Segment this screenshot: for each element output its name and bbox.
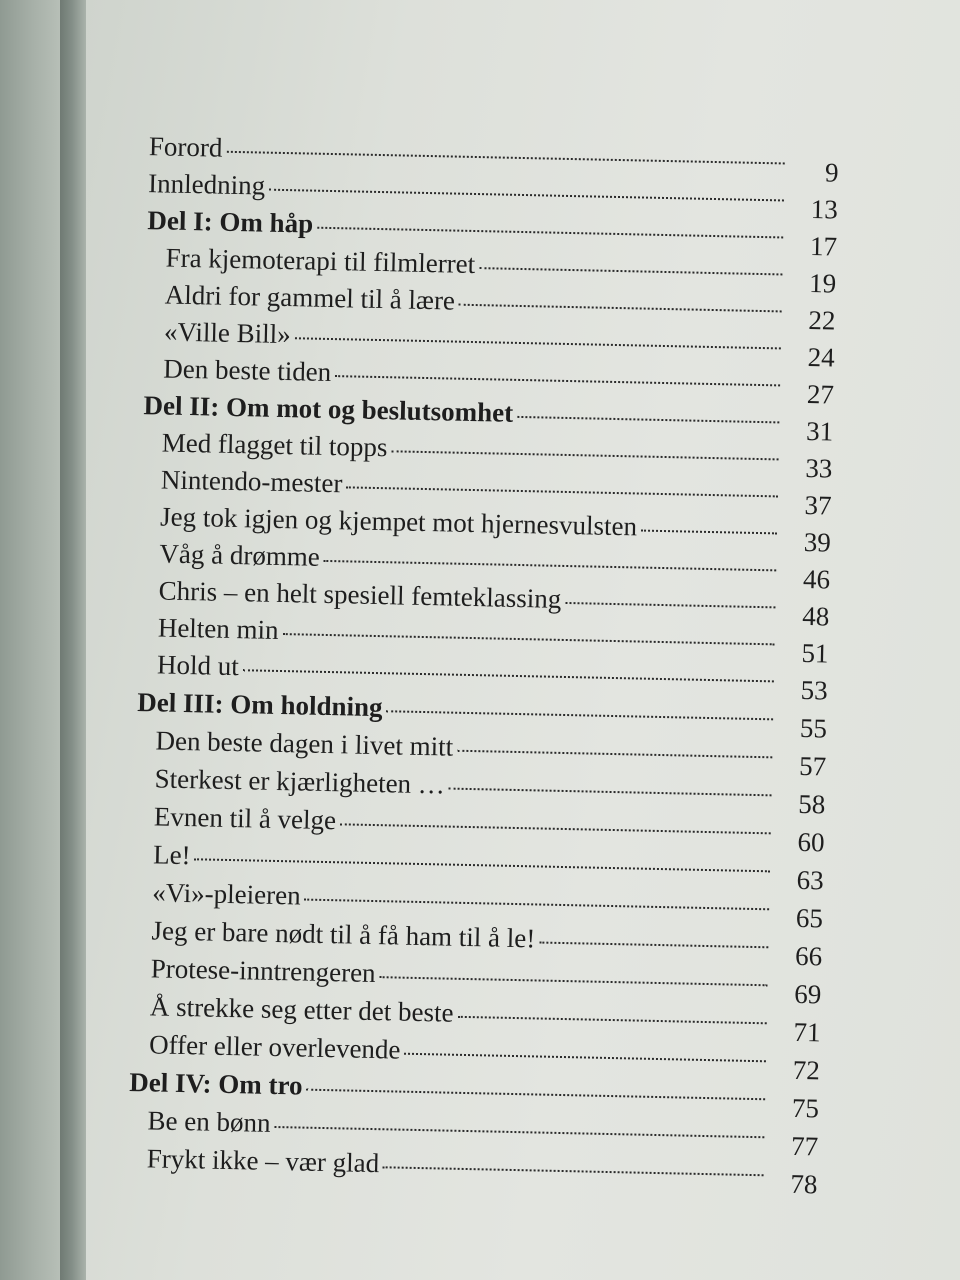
dot-leader	[306, 1089, 765, 1101]
toc-entry-title: Del III: Om holdning	[137, 687, 383, 723]
toc-entry-page: 72	[792, 1054, 821, 1086]
dot-leader	[295, 337, 781, 349]
toc-entry-title: Chris – en helt spesiell femteklassing	[158, 575, 562, 614]
toc-entry-title: «Ville Bill»	[163, 316, 292, 350]
toc-entry-page: 27	[806, 378, 835, 410]
dot-leader	[641, 530, 777, 535]
toc-entry-title: Våg å drømme	[159, 538, 321, 572]
dot-leader	[226, 151, 784, 165]
toc-entry-title: Å strekke seg etter det beste	[149, 991, 454, 1028]
dot-leader	[305, 899, 770, 911]
toc-entry-page: 39	[803, 526, 832, 558]
toc-entry-title: Aldri for gammel til å lære	[164, 279, 456, 316]
dot-leader	[383, 1166, 763, 1176]
toc-entry-page: 55	[799, 712, 828, 744]
toc-entry-page: 17	[809, 231, 838, 262]
toc-entry-title: Nintendo-mester	[160, 464, 343, 499]
toc-entry-title: Evnen til å velge	[153, 801, 337, 836]
toc-entry-page: 24	[807, 341, 836, 373]
dot-leader	[340, 823, 771, 834]
dot-leader	[479, 267, 782, 275]
toc-entry-title: Del II: Om mot og beslutsomhet	[143, 390, 514, 428]
dot-leader	[386, 710, 773, 720]
dot-leader	[317, 227, 783, 239]
dot-leader	[282, 633, 774, 645]
toc-entry-page: 19	[808, 268, 837, 299]
toc-entry-title: Del IV: Om tro	[129, 1066, 303, 1101]
toc-entry-page: 37	[804, 489, 832, 521]
toc-entry-page: 51	[801, 637, 829, 669]
toc-entry-page: 48	[801, 600, 830, 632]
toc-entry-page: 46	[802, 563, 831, 595]
toc-entry-title: Frykt ikke – vær glad	[146, 1143, 380, 1179]
toc-entry-title: Med flagget til topps	[161, 427, 388, 463]
toc-entry-page: 63	[796, 864, 825, 896]
dot-leader	[324, 560, 776, 571]
dot-leader	[391, 450, 778, 460]
toc-entry-title: Den beste tiden	[163, 353, 332, 388]
dot-leader	[457, 750, 772, 759]
toc-entry-page: 13	[810, 194, 839, 225]
toc-entry-page: 71	[793, 1016, 821, 1048]
toc-entry-title: Hold ut	[156, 649, 240, 682]
toc-entry-title: Protese-inntrengeren	[150, 953, 376, 989]
dot-leader	[459, 304, 782, 313]
dot-leader	[346, 486, 777, 497]
toc-entry-page: 65	[795, 902, 824, 934]
toc-entry-title: Helten min	[157, 612, 279, 645]
dot-leader	[565, 602, 775, 608]
dot-leader	[243, 669, 774, 682]
toc-entry-page: 53	[800, 674, 829, 706]
toc-entry-title: Be en bønn	[147, 1105, 271, 1138]
toc-entry	[152, 877, 824, 934]
dot-leader	[380, 976, 768, 986]
toc-entry-page: 58	[798, 788, 826, 820]
toc-entry-page: 66	[794, 940, 823, 972]
toc-entry-page: 60	[797, 826, 825, 858]
dot-leader	[457, 1016, 766, 1024]
dot-leader	[269, 189, 784, 202]
dot-leader	[539, 941, 768, 948]
toc-entry-page: 69	[794, 978, 822, 1010]
toc-entry-page: 75	[791, 1092, 820, 1124]
toc-entry-title: Le!	[152, 839, 191, 871]
dot-leader	[449, 788, 772, 797]
toc-entry	[156, 649, 829, 706]
dot-leader	[517, 416, 779, 423]
dot-leader	[274, 1126, 764, 1138]
toc-entry-title: Del I: Om håp	[147, 205, 314, 239]
toc-entry-title: Den beste dagen i livet mitt	[155, 725, 454, 762]
toc-entry-page: 77	[790, 1130, 819, 1162]
toc-entry-page: 78	[790, 1168, 818, 1200]
toc-entry-page: 33	[805, 452, 833, 484]
toc-entry-title: Jeg er bare nødt til å få ham til å le!	[151, 915, 536, 954]
toc-entry-title: Jeg tok igjen og kjempet mot hjernesvulsten	[159, 501, 638, 542]
dot-leader	[335, 375, 780, 386]
toc-entry-title: Forord	[148, 131, 223, 163]
toc-entry-title: Innledning	[147, 168, 266, 201]
toc-entry-page: 9	[824, 157, 839, 188]
toc-entry	[146, 1143, 818, 1200]
toc-entry-page: 22	[808, 305, 836, 336]
toc-entry-title: Offer eller overlevende	[148, 1029, 401, 1065]
toc-entry-title: Sterkest er kjærligheten …	[154, 763, 446, 800]
toc-entry-title: «Vi»-pleieren	[152, 877, 301, 911]
dot-leader	[194, 858, 769, 872]
dot-leader	[404, 1053, 766, 1063]
toc-entry-page: 57	[798, 750, 827, 782]
toc-entry-title: Fra kjemoterapi til filmlerret	[165, 242, 476, 280]
toc-entry-page: 31	[805, 415, 834, 447]
